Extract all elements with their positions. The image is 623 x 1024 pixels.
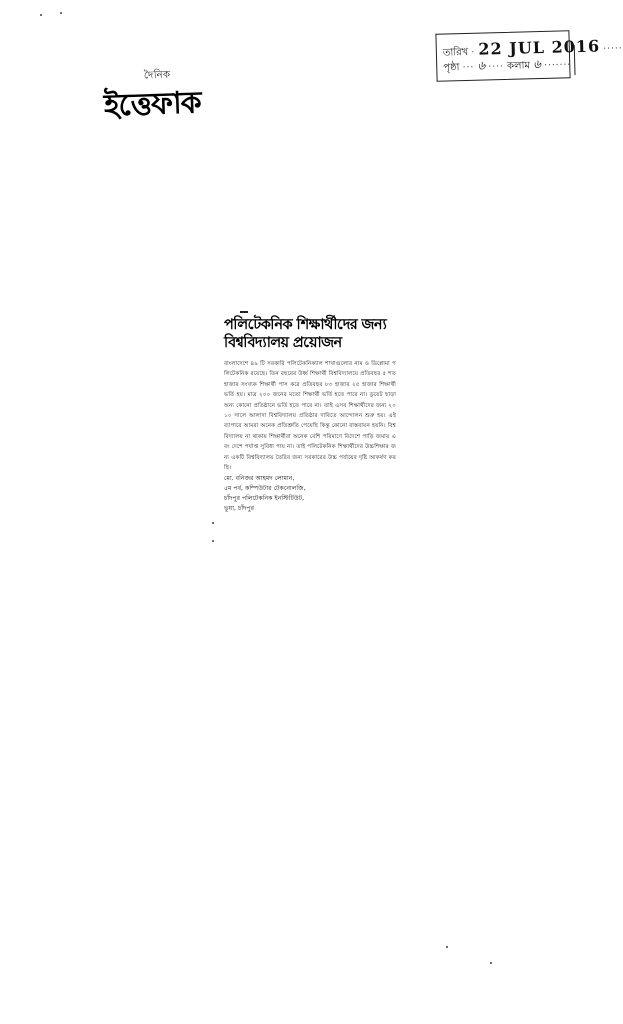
stamp-edge [568, 45, 576, 75]
stamp-dots: ···· [488, 61, 505, 73]
headline-line-2: বিশ্ববিদ্যালয় প্রয়োজন [224, 335, 342, 351]
stamp-dots: ····· [603, 43, 623, 55]
stamp-date-value: 22 JUL 2016 [478, 36, 601, 59]
stamp-dots: · [471, 47, 476, 58]
signature-location: ভুয়া, চাঁদপুর [224, 505, 254, 513]
scan-speck [40, 14, 42, 16]
stamp-page-label: পৃষ্ঠা [443, 62, 460, 74]
signature-name: মো. বনিজর আহমদ লোমান, [224, 475, 295, 483]
stamp-page-row [443, 55, 571, 78]
signature-institution: চাঁদপুর পলিটেকনিক ইনস্টিটিউট, [224, 495, 305, 503]
stamp-column-value: ৬ [532, 57, 542, 72]
stamp-dots: ··· [462, 62, 475, 74]
stamp-page-value: ৬ [477, 58, 486, 73]
scan-speck [490, 962, 492, 964]
newspaper-masthead [104, 68, 234, 130]
masthead-title: ইত্তেফাক [103, 85, 202, 124]
clipping-mark [240, 311, 248, 313]
scan-speck [212, 522, 214, 524]
article-body: বাংলাদেশে ৪৯ টি সরকারি পলিটেকনিক্যাল শাখাগুলোর নাম ও ডিপ্লোমা পলিটেকনিক রয়েছে। তিন বছরের উর্ধ্ব শিক্ষার্থী বিশ্ববিদ্যালয়ে প্রতিবছর ৫ শত হাজার সংখ্যক শিক্ষার্থী পাস করে প্রতিবছর ৮৩ হাজার ২৫ হাজার শিক্ষার্থী ভর্তি হয়। মাত্র ২০০ জনের মতো শিক্ষার্থী ভর্তি হতে পারে না। ডুয়েট ছাড়া অন্য কোনো প্রতিষ্ঠানে ভর্তি হতে পারে না। তাই এসব শিক্ষার্থীদের জন্য ২০১০ সালে আলাদা বিশ্ববিদ্যালয় প্রতিষ্ঠার দাবিতে আন্দোলন শুরু হয়। এই ব্যাপারে আমরা অনেক প্রতিশ্রুতি পেয়েছি কিন্তু কোনো বাস্তবায়ন হয়নি। বিশ্ববিদ্যালয় না থাকায় শিক্ষার্থীরা অনেক বেশি পরিমাণে বিদেশে পাড়ি জমায় এবং দেশে পর্যাপ্ত সুবিধা পায় না। তাই পলিটেকনিক শিক্ষার্থীদের উচ্চশিক্ষার জন্য একটি বিশ্ববিদ্যালয় তৈরির জন্য সরকারের উচ্চ পর্যায়ের দৃষ্টি আকর্ষণ করছি। [224, 361, 396, 472]
scan-speck [446, 946, 448, 948]
scan-speck [60, 12, 62, 14]
stamp-date-label: তারিখ [442, 46, 469, 59]
stamp-dots: ······· [544, 60, 572, 71]
article-signature [224, 474, 396, 514]
stamp-column-label: কলাম [506, 60, 531, 72]
scan-speck [212, 540, 214, 542]
article-headline [224, 316, 396, 352]
signature-class: ৫ম পর্ব, কম্পিউটার টেকনোলজি, [224, 485, 306, 493]
letter-article [224, 316, 396, 514]
date-stamp [435, 30, 623, 81]
headline-line-1: পলিটেকনিক শিক্ষার্থীদের জন্য [224, 317, 387, 333]
masthead-subtitle: দৈনিক [143, 69, 171, 82]
